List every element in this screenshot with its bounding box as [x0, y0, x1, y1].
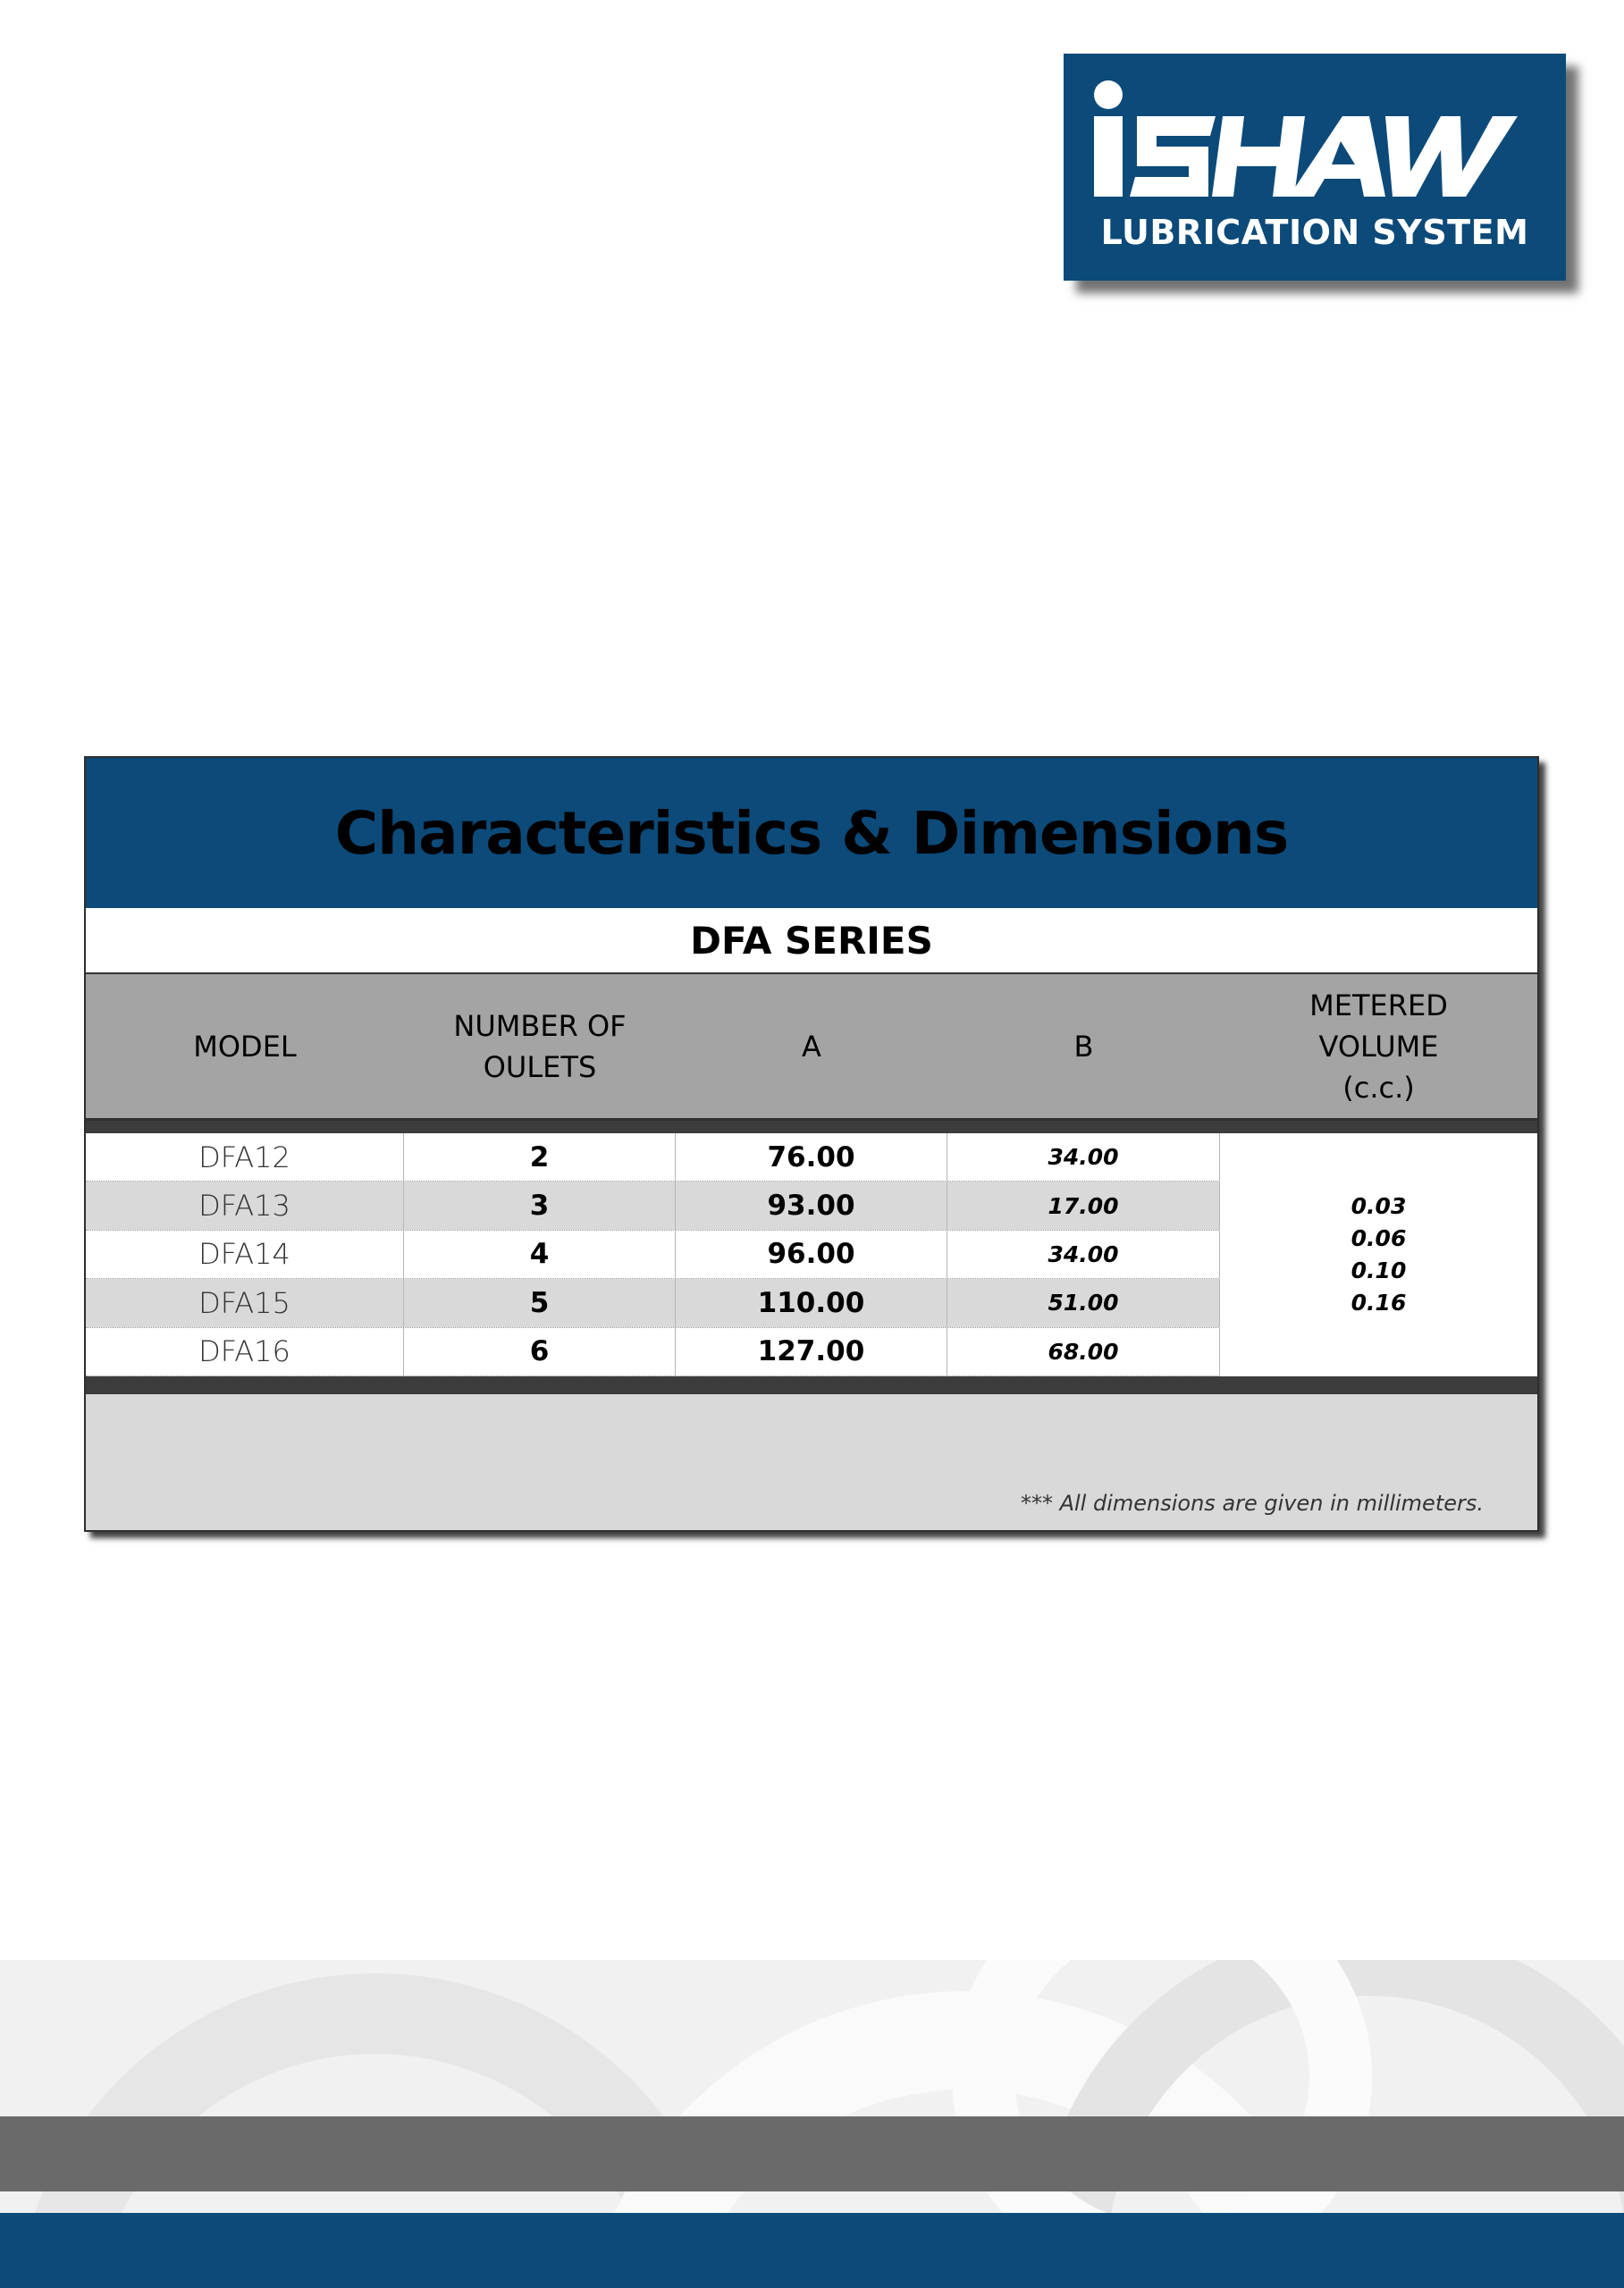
table-header-row: [86, 974, 1537, 1121]
cell-outlets: 3: [404, 1182, 676, 1229]
cell-a: 76.00: [676, 1133, 947, 1181]
footer-gray-band: [0, 2116, 1624, 2191]
volume-value: 0.06: [1351, 1225, 1407, 1251]
header-b-label: B: [1073, 1029, 1094, 1064]
header-outlets: [404, 974, 676, 1118]
header-volume-line2: VOLUME: [1318, 1029, 1439, 1064]
cell-b: 34.00: [947, 1133, 1220, 1181]
characteristics-table-card: [84, 756, 1539, 1532]
table-footer: [86, 1394, 1537, 1532]
cell-a: 127.00: [676, 1328, 947, 1375]
volume-value: 0.16: [1351, 1290, 1407, 1316]
header-metered-volume: [1220, 974, 1537, 1118]
header-a-label: A: [802, 1029, 821, 1064]
cell-b: 17.00: [947, 1182, 1220, 1229]
footer-blue-band: [0, 2213, 1624, 2288]
cell-model: DFA13: [86, 1182, 404, 1229]
cell-a: 110.00: [676, 1279, 947, 1326]
metered-volume-cell: [1220, 1133, 1537, 1376]
cell-model: DFA15: [86, 1279, 404, 1326]
volume-value: 0.10: [1351, 1258, 1407, 1283]
cell-model: DFA16: [86, 1328, 404, 1375]
footer-divider-band: [86, 1376, 1537, 1394]
cell-b: 68.00: [947, 1328, 1220, 1375]
header-model-label: MODEL: [193, 1029, 297, 1064]
header-divider-band: [86, 1121, 1537, 1133]
cell-outlets: 4: [404, 1231, 676, 1278]
cell-b: 51.00: [947, 1279, 1220, 1326]
dimensions-note: *** All dimensions are given in millimeters.: [1020, 1491, 1484, 1516]
cell-a: 93.00: [676, 1182, 947, 1229]
table-title: Characteristics & Dimensions: [86, 758, 1537, 908]
header-outlets-line2: OULETS: [483, 1049, 597, 1084]
header-outlets-line1: NUMBER OF: [453, 1008, 627, 1043]
cell-model: DFA14: [86, 1231, 404, 1278]
cell-outlets: 2: [404, 1133, 676, 1181]
logo-subtitle: LUBRICATION SYSTEM: [1100, 213, 1529, 252]
volume-value: 0.03: [1351, 1193, 1407, 1219]
header-a: [676, 974, 947, 1118]
cell-b: 34.00: [947, 1231, 1220, 1278]
series-label: DFA SERIES: [86, 908, 1537, 974]
ishaw-wordmark-logo: [1090, 79, 1537, 204]
brand-logo: [1064, 54, 1566, 281]
cell-model: DFA12: [86, 1133, 404, 1181]
header-volume-line3: (c.c.): [1342, 1070, 1415, 1105]
cell-outlets: 5: [404, 1279, 676, 1326]
header-model: [86, 974, 404, 1118]
header-b: [947, 974, 1220, 1118]
cell-outlets: 6: [404, 1328, 676, 1375]
header-volume-line1: METERED: [1309, 988, 1448, 1022]
cell-a: 96.00: [676, 1231, 947, 1278]
